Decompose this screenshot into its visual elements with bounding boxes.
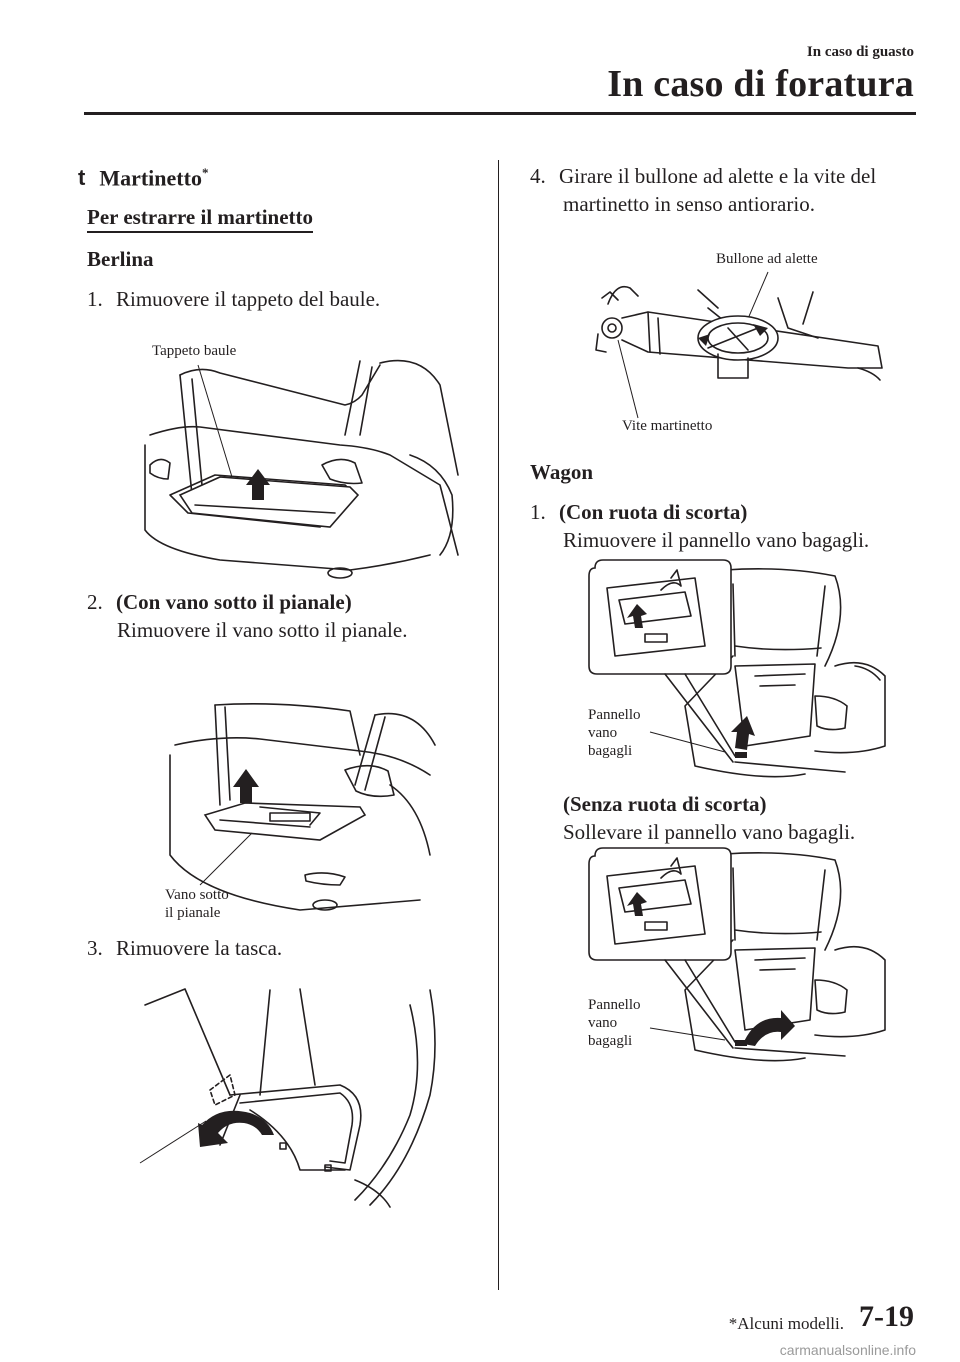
wagon-step-2-text: Sollevare il pannello vano bagagli.: [563, 820, 856, 844]
wagon-step-2-condition: (Senza ruota di scorta): [563, 792, 767, 816]
footnote: *Alcuni modelli.: [728, 1314, 844, 1333]
column-divider: [498, 160, 499, 1290]
fig6-label-1: Pannello: [588, 997, 641, 1013]
berlina-heading: Berlina: [87, 247, 154, 271]
fig2-label-line2: il pianale: [165, 905, 221, 921]
fig6-label-2: vano: [588, 1015, 618, 1031]
wagon-step-1: [530, 498, 747, 526]
fig3-pocket-illustration: [140, 985, 450, 1210]
page-title: In caso di foratura: [607, 63, 914, 105]
fig5-label-1: Pannello: [588, 707, 641, 723]
section-heading: [78, 165, 208, 191]
step-4-line2: martinetto in senso antiorario.: [563, 192, 815, 216]
step-2-condition: (Con vano sotto il pianale): [116, 590, 352, 614]
fig4-jack-illustration: [588, 268, 888, 393]
step-2-text: Rimuovere il vano sotto il pianale.: [117, 618, 408, 642]
chapter-title: In caso di guasto: [806, 44, 914, 60]
fig4-label-bolt: Bullone ad alette: [716, 251, 818, 267]
section-title: Martinetto: [99, 165, 202, 191]
step-3: [87, 934, 282, 962]
wagon-heading: Wagon: [530, 460, 594, 484]
step-4-number: 4.: [530, 164, 546, 188]
section-asterisk: *: [201, 165, 209, 180]
fig2-label-line1: Vano sotto: [165, 887, 229, 903]
step-1-text: Rimuovere il tappeto del baule.: [116, 287, 381, 311]
watermark: carmanualsonline.info: [779, 1342, 916, 1358]
step-3-number: 3.: [87, 936, 103, 960]
wagon-step-1-condition: (Con ruota di scorta): [559, 500, 748, 524]
step-4-line1: Girare il bullone ad alette e la vite del: [559, 164, 877, 188]
step-1-number: 1.: [87, 287, 103, 311]
wagon-step-1-number: 1.: [530, 500, 546, 524]
fig6-label-3: bagagli: [588, 1033, 633, 1049]
subheading-remove-jack: Per estrarre il martinetto: [87, 205, 313, 233]
step-2-number: 2.: [87, 590, 103, 614]
section-bullet: t: [78, 165, 86, 191]
wagon-step-1-text: Rimuovere il pannello vano bagagli.: [563, 528, 870, 552]
step-2: [87, 588, 352, 616]
fig1-trunk-mat-illustration: [140, 355, 460, 585]
step-4: [530, 162, 876, 190]
fig4-label-screw: Vite martinetto: [622, 418, 713, 434]
fig1-label-mat: Tappeto baule: [152, 343, 237, 359]
fig5-label-3: bagagli: [588, 743, 633, 759]
step-1: [87, 285, 380, 313]
fig5-label-2: vano: [588, 725, 618, 741]
step-3-text: Rimuovere la tasca.: [116, 936, 283, 960]
page-number: 7-19: [859, 1300, 914, 1333]
header-rule: [84, 112, 916, 115]
